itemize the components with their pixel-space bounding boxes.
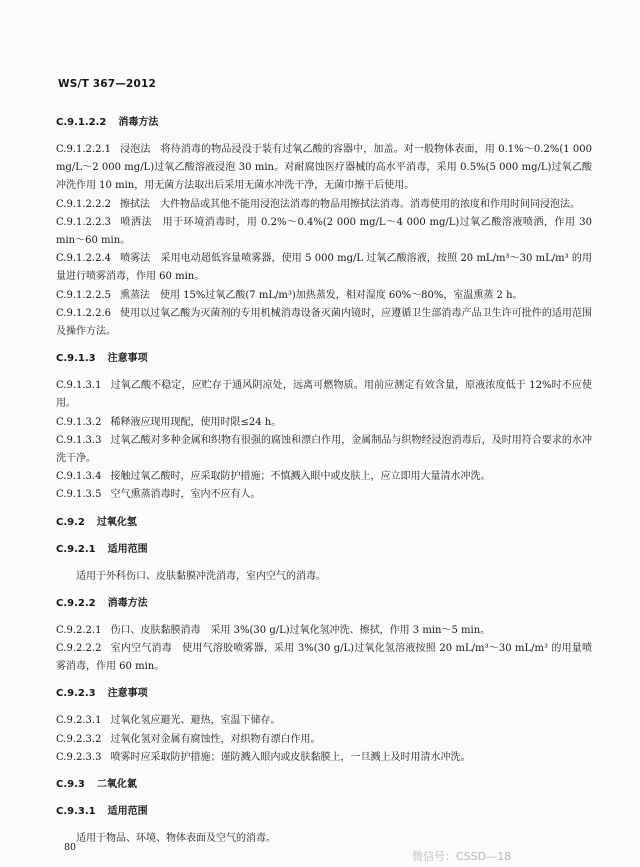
standard-code: WS/T 367—2012 [58,78,157,90]
clause-text: 擦拭法 大件物品或其他不能用浸泡法消毒的物品用擦拭法消毒。消毒使用的浓度和作用时间同浸泡法。 [120,198,580,210]
document-body [56,114,592,848]
section-title: 适用范围 [107,806,148,818]
block-spacer [56,613,592,622]
block-spacer [56,703,592,712]
clause-paragraph [56,414,592,432]
block-spacer [56,676,592,685]
block-spacer [56,767,592,776]
section-title: 消毒方法 [107,597,148,609]
clause-paragraph [56,432,592,468]
clause-paragraph [56,196,592,214]
section-number: C.9.2.3 [56,688,96,700]
clause-paragraph [56,622,592,640]
clause-text: 过氧乙酸不稳定，应贮存于通风阴凉处，远离可燃物质。用前应测定有效含量，原液浓度低于 12%时不应使用。 [56,380,592,410]
section-heading [56,595,592,613]
clause-paragraph [56,305,592,341]
section-number: C.9.1.3 [56,353,96,365]
section-number: C.9.2 [56,516,85,528]
clause-text: 过氧化氢应避光、避热，室温下储存。 [110,715,281,727]
clause-paragraph [56,749,592,767]
clause-paragraph [56,214,592,250]
clause-paragraph [56,486,592,504]
clause-text: 使用以过氧乙酸为灭菌剂的专用机械消毒设备灭菌内镜时，应遵循卫生部消毒产品卫生许可批件的适用范围及操作方法。 [56,307,592,338]
section-heading [56,776,592,794]
block-spacer [56,821,592,830]
section-title: 消毒方法 [118,117,159,128]
clause-number: C.9.2.2.2 [56,643,102,655]
section-number: C.9.3.1 [56,806,96,818]
section-title: 适用范围 [107,543,148,555]
clause-number: C.9.1.3.1 [56,380,102,392]
section-number: C.9.2.1 [56,543,96,555]
section-heading [56,803,592,821]
clause-number: C.9.2.3.3 [56,751,102,763]
clause-number: C.9.1.3.5 [56,489,102,501]
block-spacer [56,341,592,350]
section-heading [56,114,592,132]
section-heading [56,514,592,532]
clause-number: C.9.1.3.4 [56,471,102,483]
block-spacer [56,132,592,141]
block-spacer [56,794,592,803]
clause-text: 过氧化氢对金属有腐蚀性，对织物有漂白作用。 [110,733,321,745]
clause-text: 熏蒸法 使用 15%过氧乙酸(7 mL/m³)加热蒸发，相对湿度 60%～80%，室温熏蒸 2 h。 [120,289,523,301]
clause-number: C.9.1.3.3 [56,434,102,446]
clause-number: C.9.2.3.2 [56,733,102,745]
clause-number: C.9.1.2.2.3 [56,216,111,228]
clause-text: 浸泡法 将待消毒的物品浸没于装有过氧乙酸的容器中，加盖。对一般物体表面，用 0.1%～0.2%(1 000 mg/L～2 000 mg/L)过氧乙酸溶液浸泡 30 min。对耐腐蚀医疗器械的高水平消毒，采用 0.5%(5 000 mg/L)过氧乙酸冲洗作用 10 min，用无菌方法取出后采用无菌水冲洗干净，无菌巾擦干后使用。 [56,144,592,192]
clause-number: C.9.2.3.1 [56,715,102,727]
body-paragraph: 适用于外科伤口、皮肤黏膜冲洗消毒，室内空气的消毒。 [76,570,326,582]
clause-text: 空气熏蒸消毒时，室内不应有人。 [110,489,261,501]
block-spacer [56,586,592,595]
section-heading [56,350,592,368]
block-spacer [56,368,592,377]
clause-paragraph [56,468,592,486]
clause-paragraph [56,712,592,730]
block-spacer [56,532,592,541]
watermark-text: 微信号：CSSD—18 [412,850,512,863]
block-spacer [56,559,592,568]
clause-paragraph [56,377,592,413]
clause-paragraph [56,141,592,196]
clause-paragraph [56,640,592,676]
clause-number: C.9.1.2.2.4 [56,253,111,265]
clause-paragraph [56,287,592,305]
clause-text: 接触过氧乙酸时，应采取防护措施；不慎溅入眼中或皮肤上，应立即用大量清水冲洗。 [110,471,491,483]
clause-number: C.9.1.3.2 [56,416,102,428]
section-heading [56,541,592,559]
section-number: C.9.3 [56,779,85,791]
clause-number: C.9.2.2.1 [56,624,102,636]
clause-number: C.9.1.2.2.1 [56,144,111,155]
section-title: 二氧化氯 [96,779,137,791]
block-spacer [56,505,592,514]
clause-text: 稀释液应现用现配，使用时限≤24 h。 [110,416,282,428]
clause-text: 喷洒法 用于环境消毒时，用 0.2%～0.4%(2 000 mg/L～4 000 mg/L)过氧乙酸溶液喷洒，作用 30 min～60 min。 [56,216,592,247]
section-heading [56,685,592,703]
clause-text: 喷雾时应采取防护措施；谨防溅入眼内或皮肤黏膜上，一旦溅上及时用清水冲洗。 [110,751,471,763]
clause-number: C.9.1.2.2.2 [56,198,111,210]
section-number: C.9.2.2 [56,597,96,609]
clause-number: C.9.1.2.2.6 [56,307,111,319]
section-title: 注意事项 [107,353,148,365]
clause-text: 喷雾法 采用电动超低容量喷雾器，使用 5 000 mg/L 过氧乙酸溶液，按照 20 mL/m³～30 mL/m³ 的用量进行喷雾消毒，作用 60 min。 [56,253,592,283]
section-number: C.9.1.2.2 [56,117,107,128]
clause-text: 过氧乙酸对多种金属和织物有很强的腐蚀和漂白作用，金属制品与织物经浸泡消毒后，及时用符合要求的水冲洗干净。 [56,434,592,465]
clause-paragraph [56,250,592,286]
section-title: 过氧化氢 [96,516,137,528]
body-paragraph: 适用于物品、环境、物体表面及空气的消毒。 [76,833,276,845]
clause-text: 室内空气消毒 使用气溶胶喷雾器，采用 3%(30 g/L)过氧化氢溶液按照 20 mL/m³～30 mL/m³ 的用量喷雾消毒，作用 60 min。 [56,643,592,673]
clause-paragraph [56,731,592,749]
page-number: 80 [64,842,77,853]
clause-text: 伤口、皮肤黏膜消毒 采用 3%(30 g/L)过氧化氢冲洗、擦拭，作用 3 min～5 min。 [110,624,491,636]
clause-number: C.9.1.2.2.5 [56,289,111,301]
section-title: 注意事项 [107,688,148,700]
